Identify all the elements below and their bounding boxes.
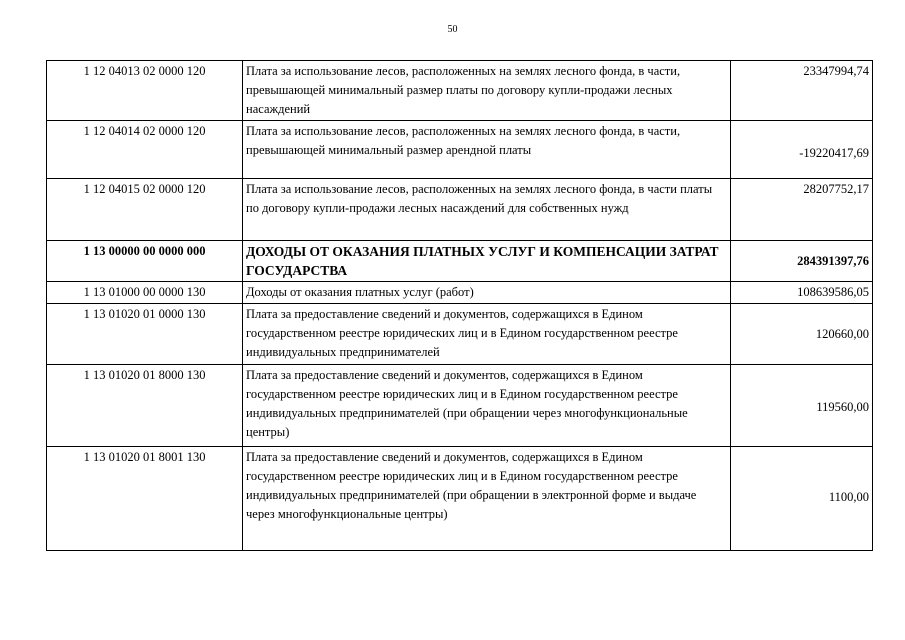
table-row-section-header [47,241,873,282]
row-code: 1 12 04015 02 0000 120 [47,179,243,241]
page-number: 50 [447,24,458,35]
row-amount: 23347994,74 [731,61,873,121]
table-row [47,365,873,447]
row-name: ДОХОДЫ ОТ ОКАЗАНИЯ ПЛАТНЫХ УСЛУГ И КОМПЕНСАЦИИ ЗАТРАТ ГОСУДАРСТВА [243,241,731,282]
row-code: 1 13 01000 00 0000 130 [47,282,243,304]
row-name: Плата за предоставление сведений и документов, содержащихся в Едином государственном реестре юридических лиц и в Едином государственном реестре индивидуальных предпринимателей (при обращении в электронной форме и выдаче через многофункциональные центры) [243,447,731,551]
table-row [47,447,873,551]
row-code: 1 13 01020 01 0000 130 [47,304,243,365]
row-name: Плата за использование лесов, расположенных на землях лесного фонда, в части, превышающей минимальный размер арендной платы [243,121,731,179]
row-amount: -19220417,69 [731,121,873,179]
row-amount: 119560,00 [731,365,873,447]
row-amount: 28207752,17 [731,179,873,241]
row-amount: 108639586,05 [731,282,873,304]
row-code: 1 13 01020 01 8000 130 [47,365,243,447]
row-name: Плата за использование лесов, расположенных на землях лесного фонда, в части, превышающей минимальный размер платы по договору купли-продажи лесных насаждений [243,61,731,121]
row-amount: 284391397,76 [731,241,873,282]
row-name: Плата за предоставление сведений и документов, содержащихся в Едином государственном реестре юридических лиц и в Едином государственном реестре индивидуальных предпринимателей [243,304,731,365]
row-amount: 120660,00 [731,304,873,365]
row-code: 1 13 01020 01 8001 130 [47,447,243,551]
table-row [47,61,873,121]
row-code: 1 12 04013 02 0000 120 [47,61,243,121]
table-row [47,304,873,365]
row-name: Доходы от оказания платных услуг (работ) [243,282,731,304]
row-code: 1 13 00000 00 0000 000 [47,241,243,282]
table-row [47,121,873,179]
row-name: Плата за предоставление сведений и документов, содержащихся в Едином государственном реестре юридических лиц и в Едином государственном реестре индивидуальных предпринимателей (при обращении через многофункциональные центры) [243,365,731,447]
row-name: Плата за использование лесов, расположенных на землях лесного фонда, в части платы по договору купли-продажи лесных насаждений для собственных нужд [243,179,731,241]
budget-revenue-table [46,60,873,551]
row-amount: 1100,00 [731,447,873,551]
table-row [47,179,873,241]
row-code: 1 12 04014 02 0000 120 [47,121,243,179]
table-row [47,282,873,304]
